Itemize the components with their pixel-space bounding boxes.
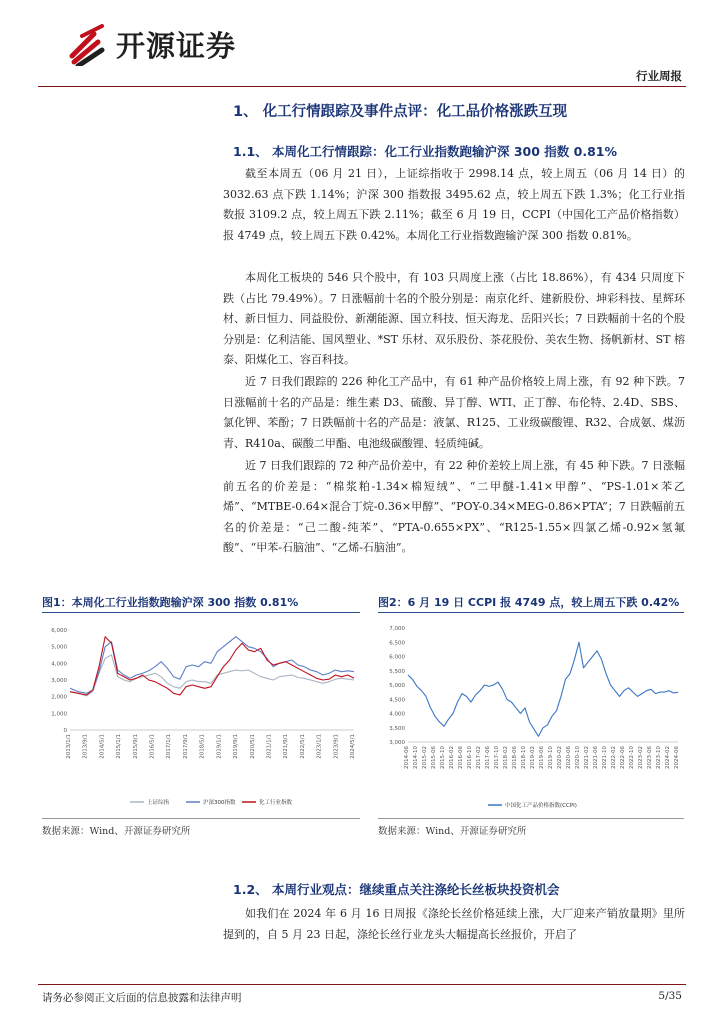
figure1-title: 图1：本周化工行业指数跑输沪深 300 指数 0.81% bbox=[42, 596, 299, 609]
chart1-x-tick: 2023/1/1 bbox=[316, 734, 323, 759]
chart2-x-tick: 2021-10 bbox=[602, 746, 608, 769]
chart2-x-tick: 2014-06 bbox=[404, 746, 410, 769]
chart1-x-tick: 2016/5/1 bbox=[149, 734, 156, 759]
paragraph-text: 近 7 日我们跟踪的 72 种产品价差中，有 22 种价差较上周上涨，有 45 种下跌。7 日涨幅前五名的价差是：“棉浆粕-1.34×棉短绒”、“二甲醚-1.41×甲醇”、“PS-1.01×苯乙烯”、“MTBE-0.64×混合丁烷-0.36×甲醇”、“POY-0.34×MEG-0.86×PTA”；7 日跌幅前五名的价差是：“己二酸-纯苯”、“PTA-0.655×PX”、“R125-1.55×四氯乙烯-0.92×氢氟酸”、“甲苯-石脑油”、“乙烯-石脑油”。 bbox=[223, 459, 685, 554]
footer-divider bbox=[38, 984, 686, 985]
chart2-y-tick: 4,500 bbox=[389, 697, 405, 704]
chart1-x-tick: 2015/9/1 bbox=[132, 734, 139, 759]
subsection-title-1-1: 1.1、 本周化工行情跟踪：化工行业指数跑输沪深 300 指数 0.81% bbox=[233, 144, 618, 159]
company-logo bbox=[68, 22, 236, 66]
chart1-x-tick: 2023/9/1 bbox=[333, 734, 340, 759]
chart2-y-tick: 3,500 bbox=[389, 725, 405, 732]
chart2-x-tick: 2024-02 bbox=[665, 746, 671, 769]
figure1-bottom-rule bbox=[42, 818, 360, 819]
paragraph-stocks bbox=[223, 268, 685, 371]
chart2-y-tick: 4,000 bbox=[389, 711, 405, 718]
chart2-y-tick: 6,500 bbox=[389, 640, 405, 647]
chart2-x-tick: 2019-02 bbox=[530, 746, 536, 769]
figure1-chart bbox=[42, 622, 360, 812]
chart2-x-tick: 2019-10 bbox=[548, 746, 554, 769]
chart2-x-tick: 2023-10 bbox=[656, 746, 662, 769]
chart2-x-tick: 2018-10 bbox=[521, 746, 527, 769]
chart2-x-tick: 2020-06 bbox=[566, 746, 572, 769]
chart2-x-tick: 2016-06 bbox=[458, 746, 464, 769]
chart1-x-tick: 2013/9/1 bbox=[82, 734, 89, 759]
figure2-source: 数据来源：Wind、开源证券研究所 bbox=[378, 826, 527, 837]
paragraph-products bbox=[223, 372, 685, 454]
chart1-x-tick: 2024/5/1 bbox=[350, 734, 356, 759]
header-divider bbox=[38, 86, 686, 87]
chart1-x-tick: 2022/5/1 bbox=[299, 734, 306, 759]
chart2-x-tick: 2018-02 bbox=[503, 746, 509, 769]
chart2-x-tick: 2022-10 bbox=[629, 746, 635, 769]
chart1-legend-label: 沪深300指数 bbox=[203, 800, 236, 806]
logo-mark-icon bbox=[68, 22, 108, 66]
chart1-y-tick: 5,000 bbox=[51, 644, 67, 651]
chart2-x-tick: 2020-02 bbox=[557, 746, 563, 769]
figure1-source: 数据来源：Wind、开源证券研究所 bbox=[42, 826, 191, 837]
chart2-legend-label: 中国化工产品价格指数(CCPI) bbox=[505, 803, 577, 809]
figure2-svg bbox=[378, 622, 684, 812]
chart2-y-tick: 6,000 bbox=[389, 654, 405, 661]
section-title: 1、 化工行情跟踪及事件点评：化工品价格涨跌互现 bbox=[233, 104, 568, 120]
chart1-y-tick: 4,000 bbox=[51, 661, 67, 668]
chart2-y-tick: 7,000 bbox=[389, 626, 405, 632]
brand-name: 开源证券 bbox=[116, 28, 237, 63]
figure2-bottom-rule bbox=[378, 818, 684, 819]
chart1-x-tick: 2020/5/1 bbox=[249, 734, 256, 759]
figure1-top-rule bbox=[42, 612, 360, 613]
chart1-x-tick: 2017/1/1 bbox=[166, 734, 173, 759]
chart1-x-tick: 2015/1/1 bbox=[116, 734, 123, 759]
chart1-x-tick: 2021/9/1 bbox=[283, 734, 290, 759]
paragraph-spreads bbox=[223, 456, 685, 559]
paragraph-viewpoint bbox=[223, 904, 685, 945]
chart1-legend-label: 上证综指 bbox=[147, 800, 170, 806]
chart2-x-tick: 2016-02 bbox=[449, 746, 455, 769]
chart2-x-tick: 2021-02 bbox=[584, 746, 590, 769]
chart2-x-tick: 2024-06 bbox=[674, 746, 680, 769]
chart2-x-tick: 2017-02 bbox=[476, 746, 482, 769]
chart1-y-tick: 2,000 bbox=[51, 694, 67, 701]
chart2-x-tick: 2015-10 bbox=[440, 746, 446, 769]
chart1-x-tick: 2017/9/1 bbox=[182, 734, 189, 759]
chart2-x-tick: 2022-06 bbox=[620, 746, 626, 769]
footer-disclaimer: 请务必参阅正文后面的信息披露和法律声明 bbox=[42, 992, 242, 1004]
chart1-x-tick: 2018/5/1 bbox=[199, 734, 206, 759]
chart1-x-tick: 2019/9/1 bbox=[233, 734, 240, 759]
chart2-x-tick: 2023-06 bbox=[647, 746, 653, 769]
chart2-y-tick: 5,500 bbox=[389, 668, 405, 675]
report-type-label: 行业周报 bbox=[636, 69, 682, 83]
chart2-y-tick: 5,000 bbox=[389, 683, 405, 689]
figure2-title: 图2：6 月 19 日 CCPI 报 4749 点，较上周五下跌 0.42% bbox=[378, 596, 680, 609]
chart2-x-tick: 2017-06 bbox=[485, 746, 491, 769]
chart2-x-tick: 2023-02 bbox=[638, 746, 644, 769]
chart2-x-tick: 2016-10 bbox=[467, 746, 473, 769]
paragraph-market-summary bbox=[223, 164, 685, 246]
chart1-x-tick: 2013/1/1 bbox=[66, 734, 72, 759]
subsection-title-1-2: 1.2、 本周行业观点：继续重点关注涤纶长丝板块投资机会 bbox=[233, 882, 560, 897]
chart2-x-tick: 2019-06 bbox=[539, 746, 545, 769]
chart1-y-tick: 0 bbox=[63, 728, 67, 734]
figure1-svg bbox=[42, 622, 360, 812]
chart2-x-tick: 2022-02 bbox=[611, 746, 617, 769]
chart1-y-tick: 6,000 bbox=[51, 628, 67, 634]
figure2-chart bbox=[378, 622, 684, 812]
paragraph-text: 本周化工板块的 546 只个股中，有 103 只周度上涨（占比 18.86%），有 434 只周度下跌（占比 79.49%）。7 日涨幅前十名的个股分别是：南京化纤、建新股份、坤彩科技、星辉环材、新日恒力、同益股份、新潮能源、国立科技、恒天海龙、岳阳兴长；7 日跌幅前十名的个股分别是：亿利洁能、国风塑业、*ST 乐材、双乐股份、茶花股份、美农生物、扬帆新材、ST 榕泰、阳煤化工、容百科技。 bbox=[223, 271, 685, 366]
chart1-y-tick: 3,000 bbox=[51, 678, 67, 684]
chart2-y-tick: 3,000 bbox=[389, 740, 405, 746]
page-number: 5/35 bbox=[658, 990, 682, 1002]
chart2-x-tick: 2015-02 bbox=[422, 746, 428, 769]
chart1-x-tick: 2021/1/1 bbox=[266, 734, 273, 759]
chart2-x-tick: 2014-10 bbox=[413, 746, 419, 769]
chart2-series-line bbox=[408, 642, 678, 736]
chart1-legend-label: 化工行业指数 bbox=[259, 800, 293, 806]
chart2-x-tick: 2017-10 bbox=[494, 746, 500, 769]
chart1-y-tick: 1,000 bbox=[51, 711, 67, 718]
chart1-x-tick: 2014/5/1 bbox=[99, 734, 106, 759]
chart2-x-tick: 2021-06 bbox=[593, 746, 599, 769]
figure2-top-rule bbox=[378, 612, 684, 613]
chart2-x-tick: 2015-06 bbox=[431, 746, 437, 769]
chart1-x-tick: 2019/1/1 bbox=[216, 734, 223, 759]
chart2-x-tick: 2020-10 bbox=[575, 746, 581, 769]
paragraph-text: 如我们在 2024 年 6 月 16 日周报《涤纶长丝价格延续上涨，大厂迎来产销放量期》里所提到的，自 5 月 23 日起，涤纶长丝行业龙头大幅提高长丝报价，开启了 bbox=[223, 907, 685, 941]
paragraph-text: 近 7 日我们跟踪的 226 种化工产品中，有 61 种产品价格较上周上涨，有 92 种下跌。7 日涨幅前十名的产品是：维生素 D3、硫酸、异丁醇、WTI、正丁醇、布伦特、2.4D、SBS、氯化钾、苯酚；7 日跌幅前十名的产品是：液氯、R125、工业级碳酸锂、R32、合成氨、煤沥青、R410a、碳酸二甲酯、电池级碳酸锂、轻质纯碱。 bbox=[223, 375, 685, 450]
paragraph-text: 截至本周五（06 月 21 日），上证综指收于 2998.14 点，较上周五（06 月 14 日）的 3032.63 点下跌 1.14%；沪深 300 指数报 3495.62 点，较上周五下跌 1.3%；化工行业指数报 3109.2 点，较上周五下跌 2.11%；截至 6 月 19 日，CCPI（中国化工产品价格指数）报 4749 点，较上周五下跌 0.42%。本周化工行业指数跑输沪深 300 指数 0.81%。 bbox=[223, 167, 685, 242]
chart2-x-tick: 2018-06 bbox=[512, 746, 518, 769]
